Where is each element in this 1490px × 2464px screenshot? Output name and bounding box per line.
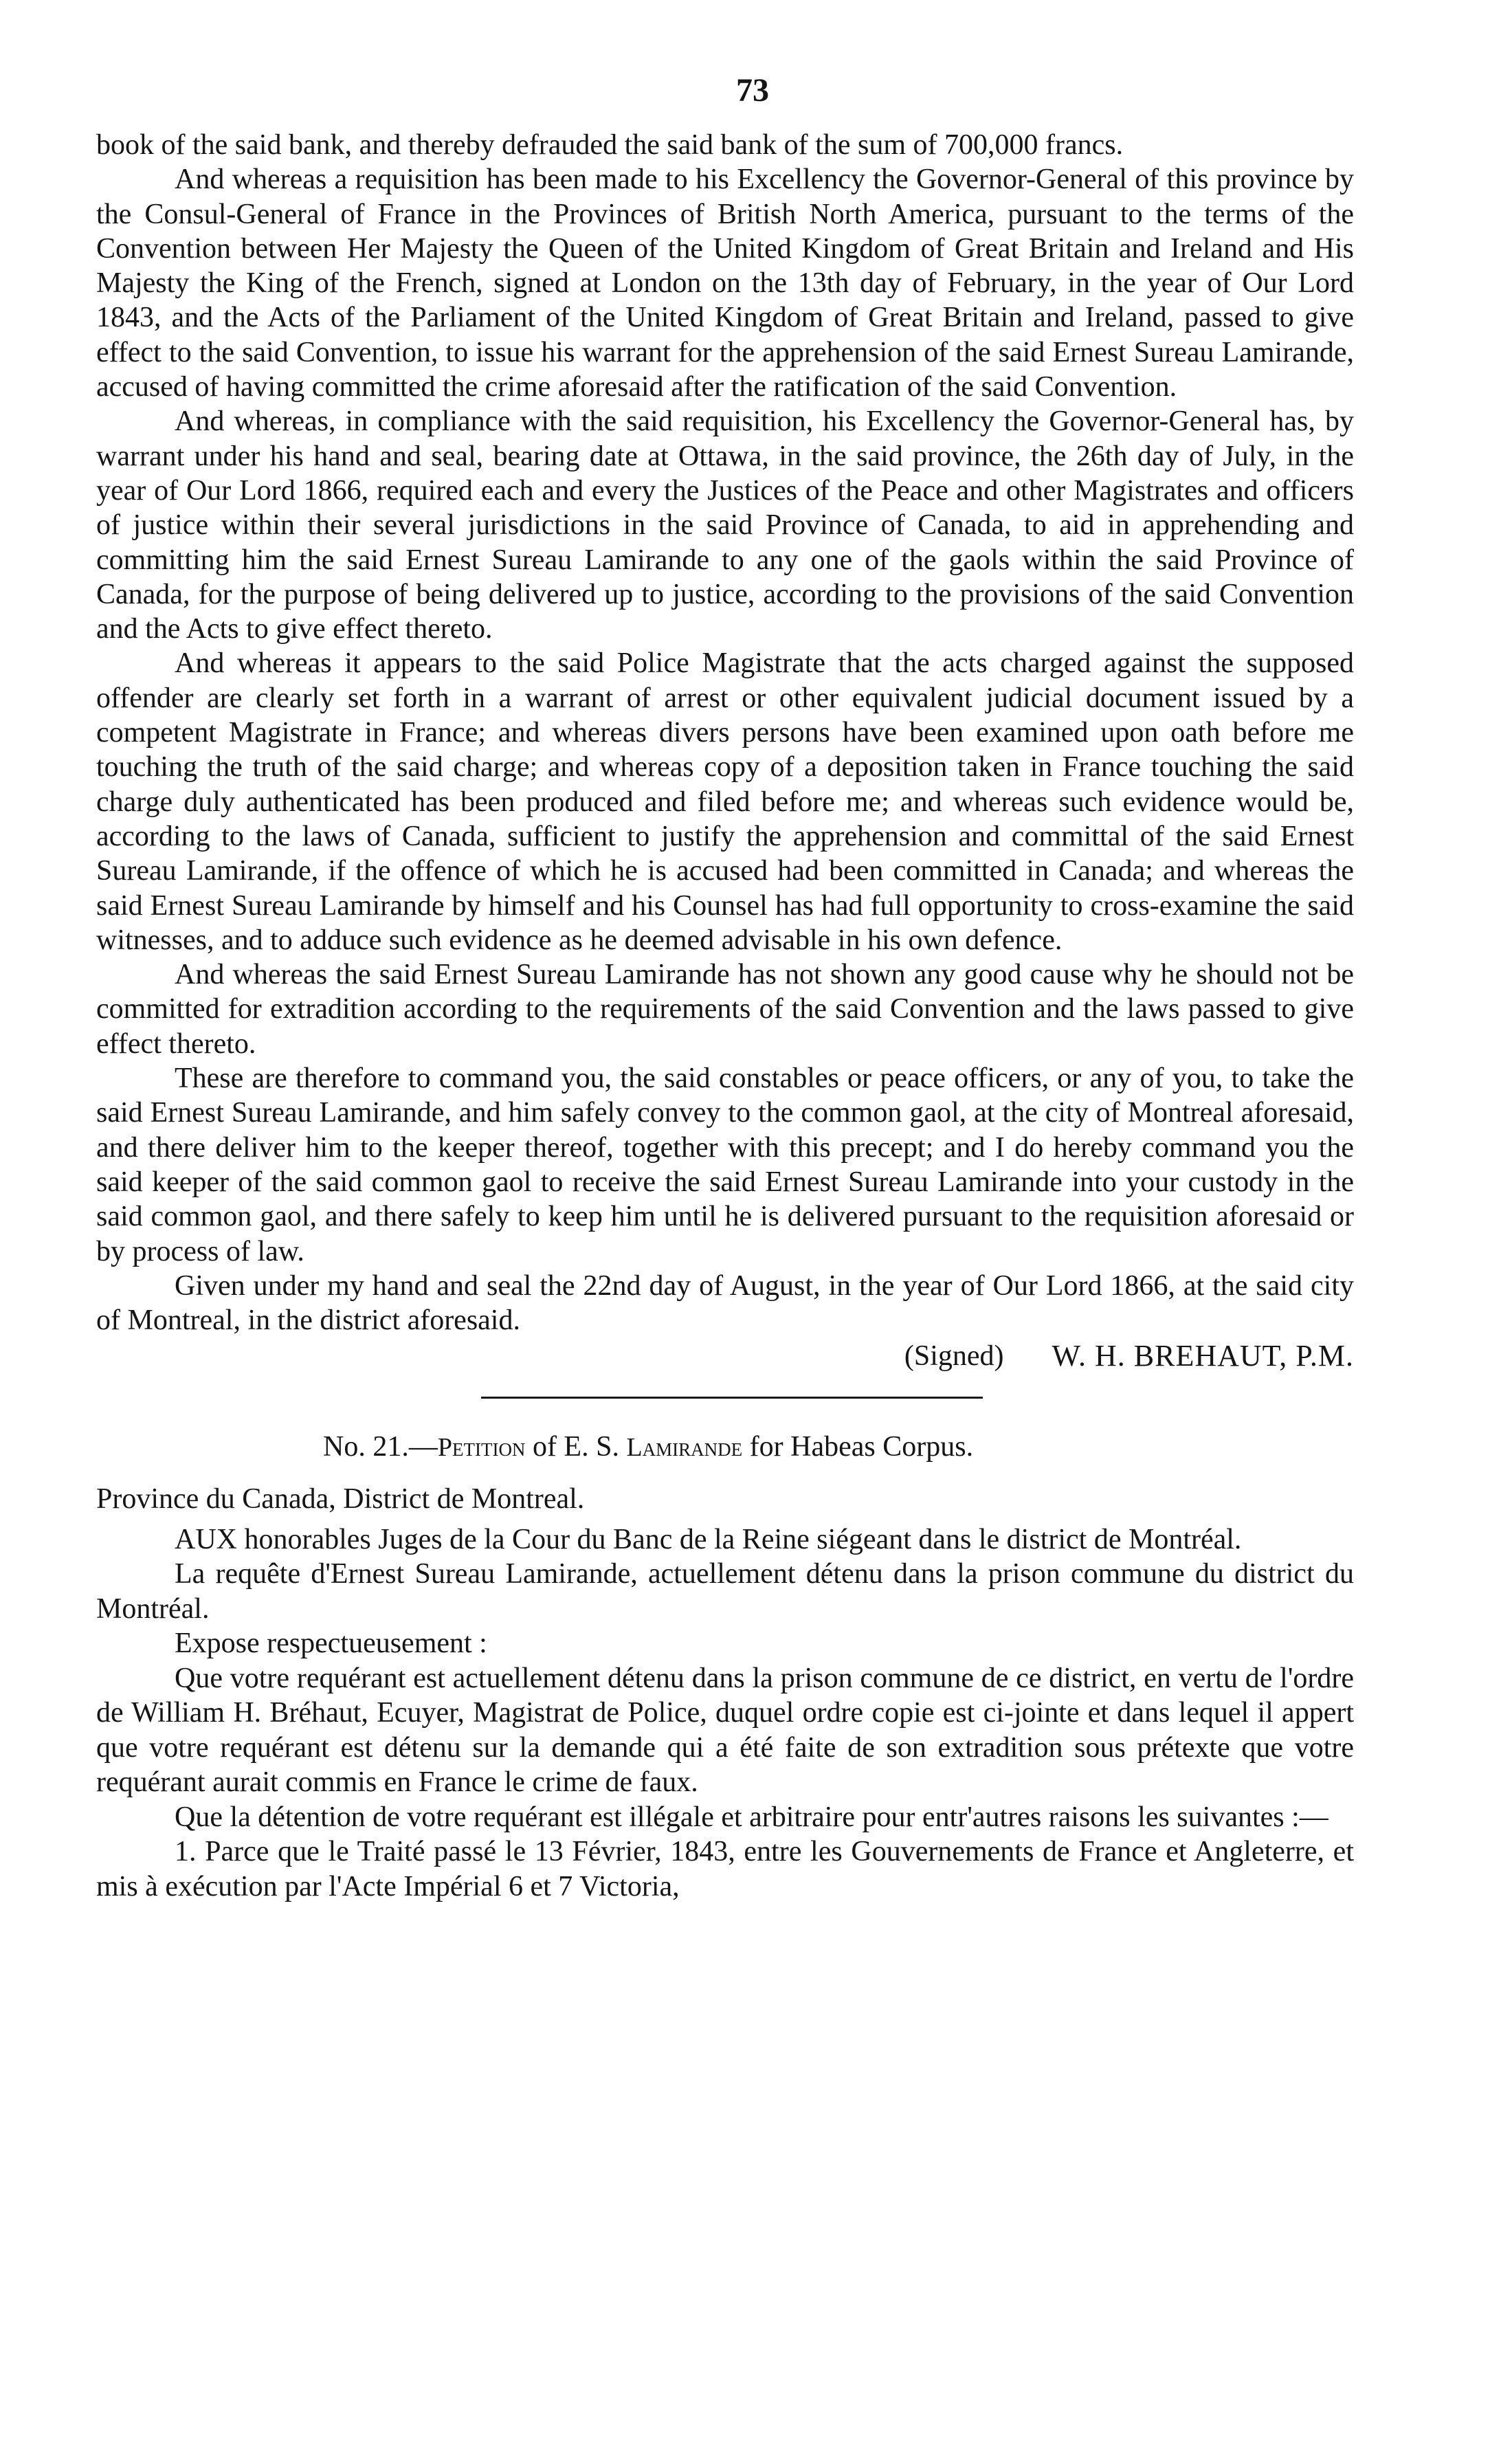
- petition-expose: Expose respectueusement :: [175, 1628, 487, 1660]
- paragraph-no-cause: And whereas the said Ernest Sureau Lamirande has not shown any good cause why he should not be committed for extradition according to the requirements of the said Convention and the laws passed to give effect thereto.: [96, 959, 1354, 1060]
- paragraph-requisition: And whereas a requisition has been made to his Excellency the Governor-General of this province by the Consul-General of France in the Provinces of British North America, pursuant to the terms of the Convention between Her Majesty the Queen of the United Kingdom of Great Britain and Ireland and His Majesty the King of the French, signed at London on the 13th day of February, in the year of Our Lord 1843, and the Acts of the Parliament of the United Kingdom of Great Britain and Ireland, passed to give effect to the said Convention, to issue his warrant for the apprehension of the said Ernest Sureau Lamirande, accused of having committed the crime aforesaid after the ratification of the said Convention.: [96, 164, 1354, 403]
- petition-name: Lamirande: [626, 1433, 743, 1463]
- paragraph-given: Given under my hand and seal the 22nd day of August, in the year of Our Lord 1866, at the said city of Montreal, in the district aforesaid.: [96, 1269, 1354, 1337]
- section-divider: [481, 1397, 983, 1399]
- french-petition-text: [96, 1482, 1354, 1904]
- petition-number: No. 21.—: [323, 1431, 438, 1463]
- signature-block: [96, 1339, 1354, 1373]
- petition-requester: La requête d'Ernest Sureau Lamirande, actuellement détenu dans la prison commune du district du Montréal.: [96, 1558, 1354, 1625]
- english-warrant-text: [96, 128, 1354, 1338]
- paragraph-continuation: book of the said bank, and thereby defrauded the said bank of the sum of 700,000 francs.: [96, 129, 1124, 161]
- paragraph-evidence: And whereas it appears to the said Police Magistrate that the acts charged against the supposed offender are clearly set forth in a warrant of arrest or other equivalent judicial document issued by a competent Magistrate in France; and whereas divers persons have been examined upon oath before me touching the truth of the said charge; and whereas copy of a deposition taken in France touching the said charge duly authenticated has been produced and filed before me; and whereas such evidence would be, according to the laws of Canada, sufficient to justify the apprehension and committal of the said Ernest Sureau Lamirande, if the offence of which he is accused had been committed in Canada; and whereas the said Ernest Sureau Lamirande by himself and his Counsel has had full opportunity to cross-examine the said witnesses, and to adduce such evidence as he deemed advisable in his own defence.: [96, 647, 1354, 956]
- paragraph-command: These are therefore to command you, the said constables or peace officers, or any of you, to take the said Ernest Sureau Lamirande, and him safely convey to the common gaol, at the city of Montreal aforesaid, and there deliver him to the keeper thereof, together with this precept; and I do hereby command you the said keeper of the said common gaol to receive the said Ernest Sureau Lamirande into your custody in the said common gaol, and there safely to keep him until he is delivered pursuant to the requisition aforesaid or by process of law.: [96, 1063, 1354, 1267]
- petition-caption: Province du Canada, District de Montreal.: [96, 1483, 585, 1516]
- petition-detention: Que votre requérant est actuellement détenu dans la prison commune de ce district, en vertu de l'ordre de William H. Bréhaut, Ecuyer, Magistrat de Police, duquel ordre copie est ci-jointe et dans lequel il appert que votre requérant est détenu sur la demande qui a été faite de son extradition sous prétexte que votre requérant aurait commis en France le crime de faux.: [96, 1662, 1354, 1799]
- petition-reason-1: 1. Parce que le Traité passé le 13 Février, 1843, entre les Gouvernements de France et Angleterre, et mis à exécution par l'Acte Impérial 6 et 7 Victoria,: [96, 1836, 1354, 1902]
- signed-label: (Signed): [904, 1340, 1004, 1373]
- petition-of: of E. S.: [525, 1431, 627, 1463]
- paragraph-compliance: And whereas, in compliance with the said requisition, his Excellency the Governor-General has, by warrant under his hand and seal, bearing date at Ottawa, in the said province, the 26th day of July, in the year of Our Lord 1866, required each and every the Justices of the Peace and other Magistrates and officers of justice within their several jurisdictions in the said Province of Canada, to aid in apprehending and committing him the said Ernest Sureau Lamirande to any one of the gaols within the said Province of Canada, for the purpose of being delivered up to justice, according to the provisions of the said Convention and the Acts to give effect thereto.: [96, 406, 1354, 645]
- page-number: 73: [736, 72, 769, 109]
- document-page: [96, 69, 1354, 1904]
- signer-name: W. H. BREHAUT, P.M.: [1052, 1339, 1354, 1373]
- petition-rest: for Habeas Corpus.: [742, 1431, 974, 1463]
- petition-word: Petition: [437, 1433, 526, 1463]
- petition-address: AUX honorables Juges de la Cour du Banc de la Reine siégeant dans le district de Montréal.: [175, 1523, 1242, 1555]
- petition-heading: [323, 1429, 1354, 1465]
- petition-illegal: Que la détention de votre requérant est illégale et arbitraire pour entr'autres raisons les suivantes :—: [175, 1801, 1328, 1833]
